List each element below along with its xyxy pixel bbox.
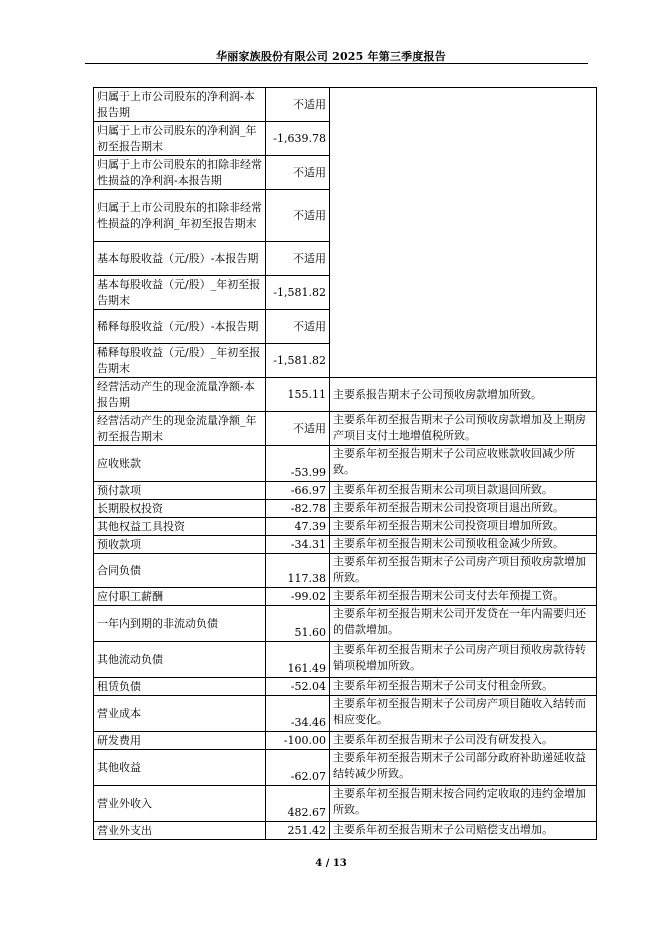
change-value: 47.39 <box>266 518 330 536</box>
change-value: 不适用 <box>266 88 330 122</box>
item-label: 经营活动产生的现金流量净额-本报告期 <box>94 378 266 412</box>
change-reason: 主要系年初至报告期末子公司部分政府补助递延收益结转减少所致。 <box>330 750 597 786</box>
table-row <box>94 750 597 786</box>
change-value: -34.31 <box>266 536 330 554</box>
table-row <box>94 412 597 446</box>
table-row <box>94 786 597 822</box>
item-label: 稀释每股收益（元/股）_年初至报告期末 <box>94 344 266 378</box>
table-row <box>94 88 597 122</box>
change-reason: 主要系年初至报告期末公司投资项目增加所致。 <box>330 518 597 536</box>
item-label: 一年内到期的非流动负债 <box>94 606 266 642</box>
change-value: -82.78 <box>266 500 330 518</box>
item-label: 营业外收入 <box>94 786 266 822</box>
item-label: 稀释每股收益（元/股）-本报告期 <box>94 310 266 344</box>
change-value: -53.99 <box>266 446 330 482</box>
table-row <box>94 678 597 696</box>
change-value: -100.00 <box>266 732 330 750</box>
change-reason: 主要系年初至报告期末子公司应收账款收回减少所致。 <box>330 446 597 482</box>
change-value: 251.42 <box>266 822 330 840</box>
item-label: 其他权益工具投资 <box>94 518 266 536</box>
table-row <box>94 500 597 518</box>
change-value: 161.49 <box>266 642 330 678</box>
change-value: -62.07 <box>266 750 330 786</box>
change-value: 不适用 <box>266 190 330 242</box>
item-label: 应付职工薪酬 <box>94 588 266 606</box>
change-value: -52.04 <box>266 678 330 696</box>
change-reason: 主要系年初至报告期末子公司房产项目预收房款增加所致。 <box>330 554 597 588</box>
change-value: 482.67 <box>266 786 330 822</box>
item-label: 营业成本 <box>94 696 266 732</box>
change-value: -66.97 <box>266 482 330 500</box>
table-row <box>94 446 597 482</box>
change-value: 155.11 <box>266 378 330 412</box>
change-value: -34.46 <box>266 696 330 732</box>
change-reason: 主要系年初至报告期末公司投资项目退出所致。 <box>330 500 597 518</box>
item-label: 租赁负债 <box>94 678 266 696</box>
table-row <box>94 606 597 642</box>
item-label: 归属于上市公司股东的净利润-本报告期 <box>94 88 266 122</box>
item-label: 基本每股收益（元/股）-本报告期 <box>94 242 266 276</box>
table-row <box>94 378 597 412</box>
table-row <box>94 642 597 678</box>
table-row <box>94 536 597 554</box>
item-label: 归属于上市公司股东的扣除非经常性损益的净利润_年初至报告期末 <box>94 190 266 242</box>
table-row <box>94 732 597 750</box>
item-label: 经营活动产生的现金流量净额_年初至报告期末 <box>94 412 266 446</box>
table-row <box>94 588 597 606</box>
change-value: 117.38 <box>266 554 330 588</box>
change-reason: 主要系年初至报告期末子公司房产项目随收入结转而相应变化。 <box>330 696 597 732</box>
table-row <box>94 822 597 840</box>
change-reason: 主要系年初至报告期末公司预收租金减少所致。 <box>330 536 597 554</box>
change-reason: 主要系年初至报告期末按合同约定收取的违约金增加所致。 <box>330 786 597 822</box>
item-label: 预收款项 <box>94 536 266 554</box>
change-reason: 主要系年初至报告期末子公司房产项目预收房款待转销项税增加所致。 <box>330 642 597 678</box>
item-label: 其他收益 <box>94 750 266 786</box>
change-reasons-table <box>93 87 597 840</box>
item-label: 归属于上市公司股东的净利润_年初至报告期末 <box>94 122 266 156</box>
change-value: 不适用 <box>266 310 330 344</box>
page-number: 4 / 13 <box>315 858 347 869</box>
change-reason: 主要系年初至报告期末子公司没有研发投入。 <box>330 732 597 750</box>
change-reason: 主要系年初至报告期末子公司预收房款增加及上期房产项目支付土地增值税所致。 <box>330 412 597 446</box>
change-value: 51.60 <box>266 606 330 642</box>
item-label: 应收账款 <box>94 446 266 482</box>
item-label: 预付款项 <box>94 482 266 500</box>
item-label: 归属于上市公司股东的扣除非经常性损益的净利润-本报告期 <box>94 156 266 190</box>
change-value: -1,581.82 <box>266 276 330 310</box>
item-label: 营业外支出 <box>94 822 266 840</box>
item-label: 长期股权投资 <box>94 500 266 518</box>
table-row <box>94 482 597 500</box>
change-reason: 主要系年初至报告期末子公司赔偿支出增加。 <box>330 822 597 840</box>
change-value: 不适用 <box>266 242 330 276</box>
table-row <box>94 554 597 588</box>
table-row <box>94 696 597 732</box>
item-label: 基本每股收益（元/股）_年初至报告期末 <box>94 276 266 310</box>
change-value: -1,639.78 <box>266 122 330 156</box>
change-reason: 主要系年初至报告期末公司开发贷在一年内需要归还的借款增加。 <box>330 606 597 642</box>
report-header: 华丽家族股份有限公司 2025 年第三季度报告 <box>216 50 446 63</box>
item-label: 研发费用 <box>94 732 266 750</box>
change-reason: 主要系年初至报告期末公司项目款退回所致。 <box>330 482 597 500</box>
change-reason: 主要系年初至报告期末公司支付去年预提工资。 <box>330 588 597 606</box>
item-label: 其他流动负债 <box>94 642 266 678</box>
header-divider <box>85 63 588 64</box>
change-value: -1,581.82 <box>266 344 330 378</box>
change-reason: 主要系报告期末子公司预收房款增加所致。 <box>330 378 597 412</box>
reason-cell-empty <box>330 88 597 378</box>
change-value: 不适用 <box>266 156 330 190</box>
table-row <box>94 518 597 536</box>
change-value: -99.02 <box>266 588 330 606</box>
change-value: 不适用 <box>266 412 330 446</box>
item-label: 合同负债 <box>94 554 266 588</box>
change-reason: 主要系年初至报告期末子公司支付租金所致。 <box>330 678 597 696</box>
